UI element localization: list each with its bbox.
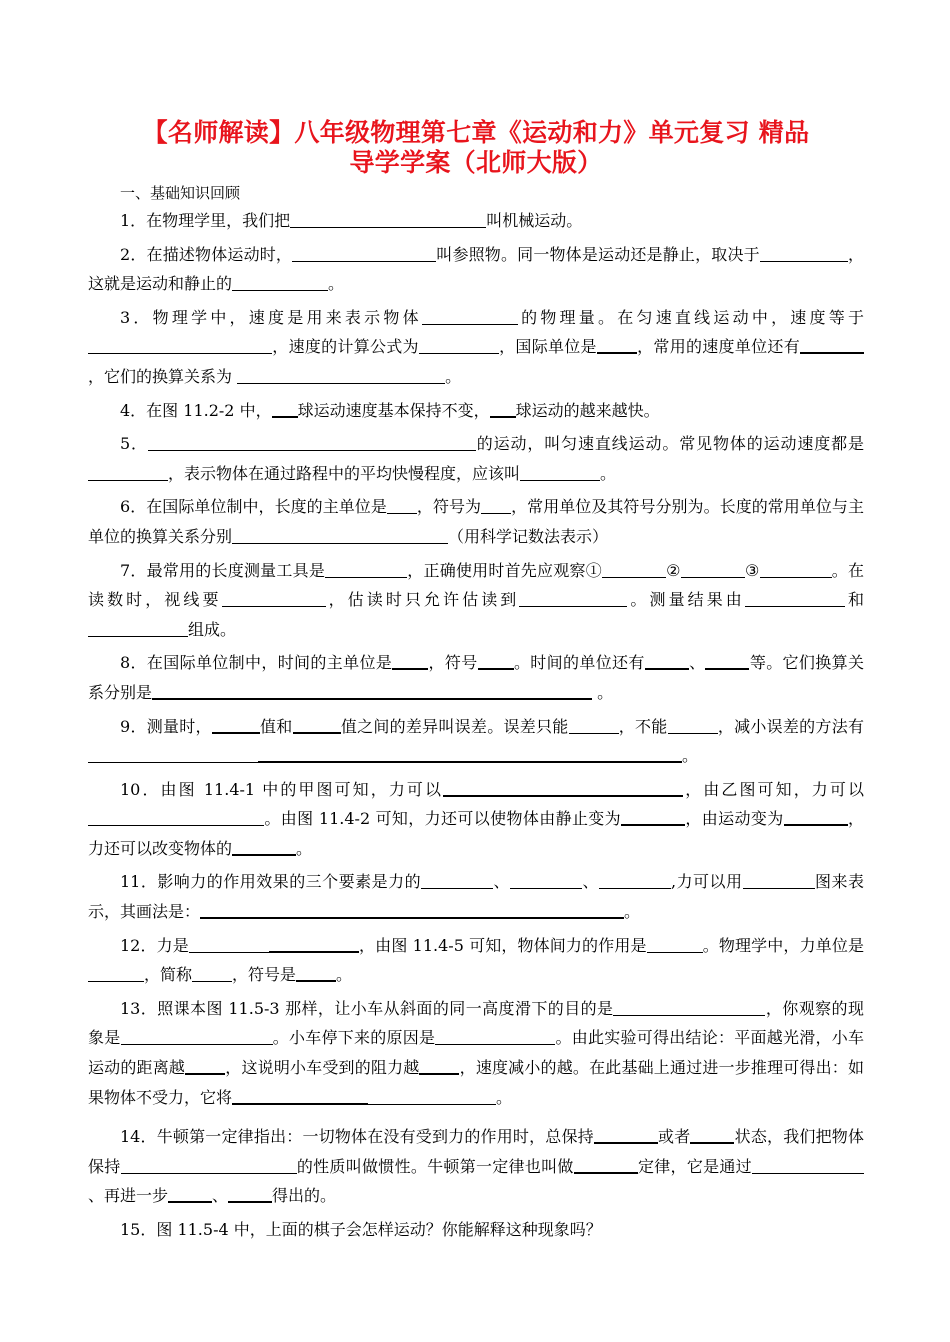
answer-blank[interactable] <box>325 560 407 578</box>
answer-blank[interactable] <box>392 651 428 670</box>
question-11: 11．影响力的作用效果的三个要素是力的 、 、 ,力可以用 图来表示，其画法是： 。 <box>88 872 864 922</box>
answer-blank[interactable] <box>121 1156 297 1174</box>
answer-blank[interactable] <box>212 715 260 734</box>
question-2: 2．在描述物体运动时， 叫参照物。同一物体是运动还是静止，取决于 ，这就是运动和静止的 。 <box>88 244 864 294</box>
answer-blank[interactable] <box>435 1027 555 1045</box>
question-6: 6．在国际单位制中，长度的主单位是 ，符号为 ，常用单位及其符号分别为。长度的常用单位与主单位的换算关系分别 （用科学记数法表示） <box>88 497 864 546</box>
answer-blank[interactable] <box>645 651 689 670</box>
answer-blank[interactable] <box>228 1184 272 1203</box>
question-10: 10．由图 11.4-1 中的甲图可知，力可以 ，由乙图可知，力可以。由图 11.4-2 可知，力还可以使物体由静止变为 ，由运动变为 ，力还可以改变物体的 。 <box>88 779 864 858</box>
answer-blank[interactable] <box>272 399 298 418</box>
answer-blank[interactable] <box>621 807 685 826</box>
answer-blank[interactable] <box>422 307 518 325</box>
answer-blank[interactable] <box>88 745 258 763</box>
answer-blank[interactable] <box>292 244 436 262</box>
answer-blank[interactable] <box>602 560 658 578</box>
answer-blank[interactable] <box>574 1155 638 1174</box>
answer-blank[interactable] <box>490 399 516 418</box>
title-line-2: 导学学案（北师大版） <box>349 148 603 177</box>
answer-blank[interactable] <box>269 934 359 953</box>
answer-blank[interactable] <box>168 1184 212 1203</box>
question-14: 14．牛顿第一定律指出：一切物体在没有受到力的作用时，总保持 或者 状态，我们把物体保持 的性质叫做惯性。牛顿第一定律也叫做 定律，它是通过、再进一步 、 得出的。 <box>88 1127 864 1206</box>
answer-blank[interactable] <box>768 244 848 262</box>
answer-blank[interactable] <box>290 210 486 228</box>
answer-blank[interactable] <box>293 715 341 734</box>
answer-blank[interactable] <box>597 335 637 354</box>
answer-blank[interactable] <box>647 935 703 953</box>
answer-blank[interactable] <box>510 871 582 889</box>
title-line-1: 【名师解读】八年级物理第七章《运动和力》单元复习 精品 <box>142 118 810 147</box>
answer-blank[interactable] <box>232 837 296 856</box>
answer-blank[interactable] <box>232 273 328 291</box>
answer-blank[interactable] <box>569 716 619 734</box>
question-4: 4．在图 11.2-2 中， 球运动速度基本保持不变， 球运动的越来越快。 <box>120 400 660 420</box>
answer-blank[interactable] <box>658 560 666 578</box>
answer-blank[interactable] <box>121 1027 273 1045</box>
answer-blank[interactable] <box>222 589 326 607</box>
answer-blank[interactable] <box>800 335 864 354</box>
question-12: 12．力是 ，由图 11.4-5 可知，物体间力的作用是 。物理学中，力单位是，简称 ，符号是 。 <box>88 931 864 990</box>
answer-blank[interactable] <box>599 871 671 889</box>
answer-blank[interactable] <box>88 808 264 826</box>
answer-blank[interactable] <box>152 681 592 700</box>
question-7: 7．最常用的长度测量工具是 ，正确使用时首先应观察① ② ③ 。在读数时，视线要 ，估读时只允许估读到 。测量结果由 和组成。 <box>88 560 864 639</box>
answer-blank[interactable] <box>681 560 745 578</box>
question-5: 5． 的运动，叫匀速直线运动。常见物体的运动速度都是，表示物体在通过路程中的平均快慢程度，应该叫 。 <box>88 429 864 488</box>
answer-blank[interactable] <box>192 964 232 982</box>
answer-blank[interactable] <box>520 463 600 481</box>
answer-blank[interactable] <box>784 807 848 826</box>
answer-blank[interactable] <box>595 589 627 607</box>
answer-blank[interactable] <box>258 744 682 763</box>
answer-blank[interactable] <box>743 871 783 889</box>
answer-blank[interactable] <box>594 1125 658 1144</box>
answer-blank[interactable] <box>237 366 445 384</box>
answer-blank[interactable] <box>232 1086 368 1105</box>
answer-blank[interactable] <box>783 871 815 889</box>
answer-blank[interactable] <box>88 336 272 354</box>
question-15: 15．图 11.5-4 中，上面的棋子会怎样运动？你能解释这种现象吗？ <box>120 1220 602 1239</box>
answer-blank[interactable] <box>387 496 417 514</box>
answer-blank[interactable] <box>690 1125 734 1144</box>
answer-blank[interactable] <box>88 619 188 637</box>
answer-blank[interactable] <box>760 560 832 578</box>
answer-blank[interactable] <box>232 526 448 544</box>
question-3: 3．物理学中，速度是用来表示物体 的物理量。在匀速直线运动中，速度等于，速度的计算公式为 ，国际单位是 ，常用的速度单位还有，它们的换算关系为 。 <box>88 307 864 386</box>
answer-blank[interactable] <box>519 589 595 607</box>
question-13: 13．照课本图 11.5-3 那样，让小车从斜面的同一高度滑下的目的是 ，你观察的现象是 。小车停下来的原因是 。由此实验可得出结论：平面越光滑，小车运动的距离越 ，这说明小车受到的阻力越 ，速度减小的越。在此基础上通过进一步推理可得出：如果物体不受力，它将 。 <box>88 998 864 1107</box>
question-1: 1．在物理学里，我们把 叫机械运动。 <box>120 211 583 230</box>
answer-blank[interactable] <box>421 871 493 889</box>
document-page <box>88 118 864 1245</box>
answer-blank[interactable] <box>760 244 768 262</box>
answer-blank[interactable] <box>481 496 511 514</box>
answer-blank[interactable] <box>745 589 845 607</box>
question-8: 8．在国际单位制中，时间的主单位是 ，符号 。时间的单位还有 、 等。它们换算关系分别是 。 <box>88 653 864 702</box>
answer-blank[interactable] <box>296 963 336 982</box>
answer-blank[interactable] <box>478 651 514 670</box>
document-title <box>88 118 864 178</box>
answer-blank[interactable] <box>148 433 476 451</box>
answer-blank[interactable] <box>88 964 144 982</box>
answer-blank[interactable] <box>613 998 765 1016</box>
answer-blank[interactable] <box>419 336 499 354</box>
question-9: 9．测量时， 值和 值之间的差异叫误差。误差只能 ，不能 ，减小误差的方法有。 <box>88 712 864 771</box>
answer-blank[interactable] <box>368 1087 480 1105</box>
answer-blank[interactable] <box>443 778 683 797</box>
answer-blank[interactable] <box>185 1056 225 1075</box>
section-heading: 一、基础知识回顾 <box>120 184 241 202</box>
answer-blank[interactable] <box>189 935 269 953</box>
answer-blank[interactable] <box>480 1087 496 1105</box>
answer-blank[interactable] <box>88 463 168 481</box>
answer-blank[interactable] <box>419 1056 459 1075</box>
answer-blank[interactable] <box>668 716 718 734</box>
answer-blank[interactable] <box>200 900 624 919</box>
answer-blank[interactable] <box>705 651 749 670</box>
answer-blank[interactable] <box>752 1156 864 1174</box>
